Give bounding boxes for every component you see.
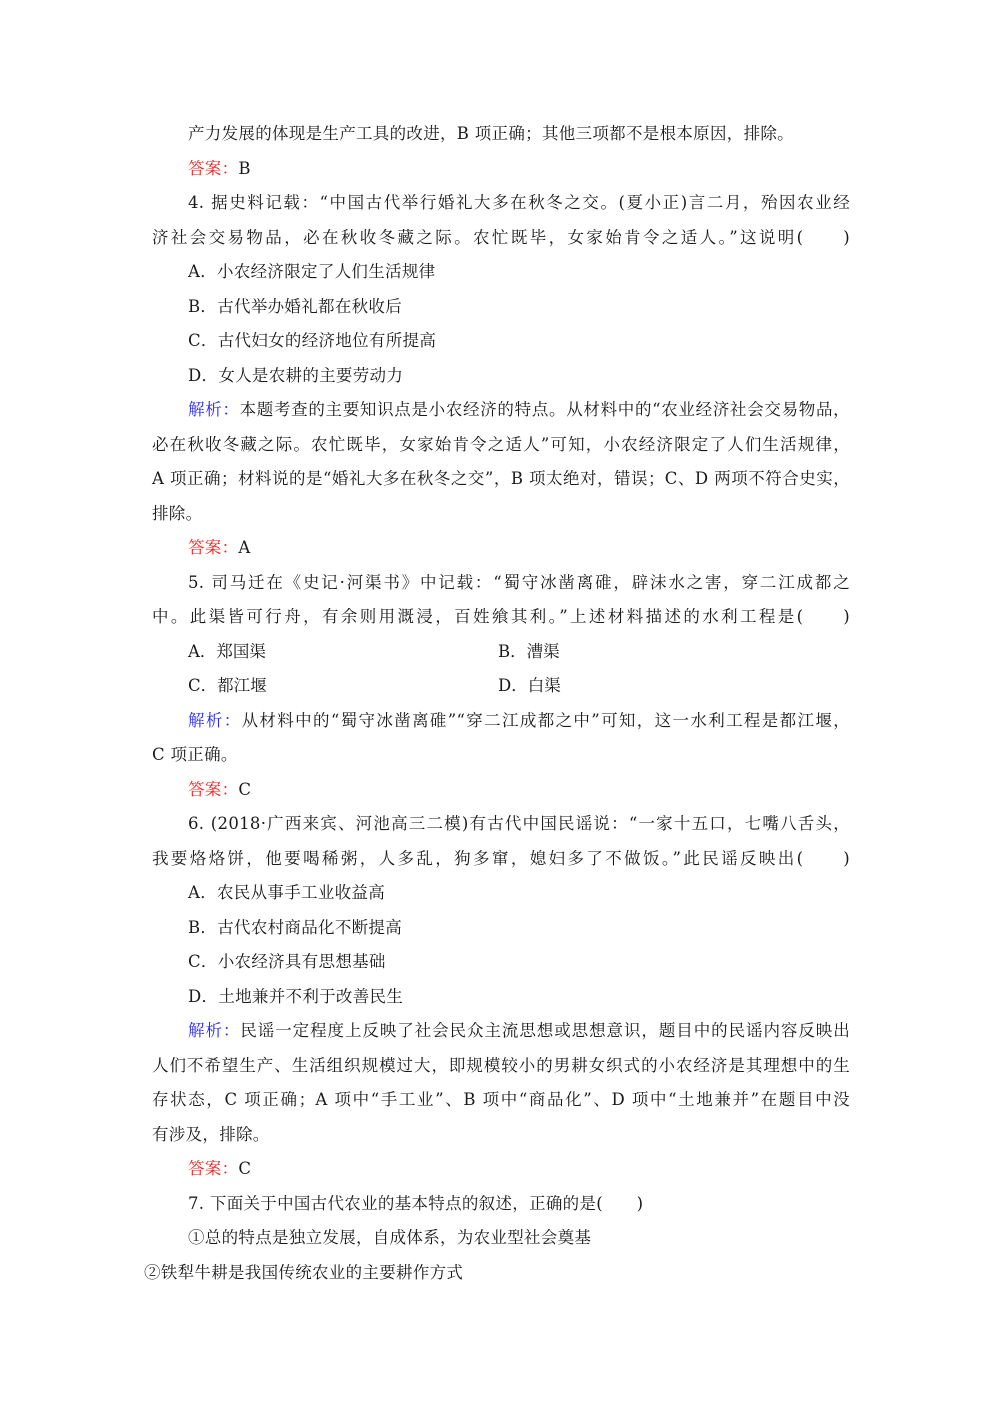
- q7-item-2: ②铁犁牛耕是我国传统农业的主要耕作方式: [144, 1262, 464, 1282]
- q5-options-row-2: [152, 669, 850, 704]
- analysis-label: 解析：: [188, 710, 242, 730]
- q4-stem-line-2: 济社会交易物品，必在秋收冬藏之际。农忙既毕，女家始肯令之适人。”这说明( ): [152, 227, 850, 247]
- q6-option-b: B．古代农村商品化不断提高: [188, 917, 403, 937]
- q5-stem-line-1: 5. 司马迁在《史记·河渠书》中记载：“蜀守冰凿离碓，辟沫水之害，穿二江成都之: [188, 572, 850, 592]
- q4-option-c: C．古代妇女的经济地位有所提高: [188, 331, 437, 350]
- q4-analysis-line-3: A 项正确；材料说的是“婚礼大多在秋冬之交”，B 项太绝对，错误；C、D 两项不符合史实，: [152, 469, 850, 488]
- q6-option-d: D．土地兼并不利于改善民生: [188, 986, 404, 1006]
- analysis-label: 解析：: [188, 400, 240, 419]
- q4-stem-line-1: 4. 据史料记载：“中国古代举行婚礼大多在秋冬之交。(夏小正)言二月，殆因农业经: [188, 193, 850, 212]
- answer-label: 答案：: [188, 779, 239, 799]
- analysis-text: 本题考查的主要知识点是小农经济的特点。从材料中的“农业经济社会交易物品，: [239, 400, 850, 419]
- analysis-text: 从材料中的“蜀守冰凿离碓”“穿二江成都之中”可知，这一水利工程是都江堰，: [241, 710, 850, 730]
- q4-answer: [152, 531, 850, 566]
- answer-value: A: [238, 538, 251, 557]
- q7-item-1: ①总的特点是独立发展，自成体系，为农业型社会奠基: [188, 1228, 592, 1247]
- q5-option-b: B．漕渠: [498, 641, 560, 661]
- answer-value: C: [238, 779, 252, 799]
- q3-answer: [152, 152, 850, 187]
- q6-answer: [152, 1152, 850, 1187]
- q6-analysis-line-1: [152, 1014, 850, 1049]
- q6-stem-line-2: 我要烙烙饼，他要喝稀粥，人多乱，狗多窜，媳妇多了不做饭。”此民谣反映出( ): [152, 848, 850, 868]
- q5-options-row-1: [152, 635, 850, 670]
- q5-analysis-line-2: C 项正确。: [152, 745, 238, 764]
- q6-analysis-line-3: 存状态，C 项正确；A 项中“手工业”、B 项中“商品化”、D 项中“土地兼并”在题目中没: [152, 1090, 850, 1109]
- q6-analysis-line-2: 人们不希望生产、生活组织规模过大，即规模较小的男耕女织式的小农经济是其理想中的生: [152, 1055, 850, 1075]
- q4-analysis-line-4: 排除。: [152, 503, 203, 523]
- q5-option-a: A．郑国渠: [188, 641, 266, 661]
- q4-option-d: D．女人是农耕的主要劳动力: [188, 365, 404, 385]
- q7-stem-line-1: 7. 下面关于中国古代农业的基本特点的叙述，正确的是( ): [188, 1193, 644, 1213]
- answer-value: B: [238, 158, 251, 178]
- q3-analysis-continuation: 产力发展的体现是生产工具的改进，B 项正确；其他三项都不是根本原因，排除。: [188, 124, 794, 143]
- q6-option-c: C．小农经济具有思想基础: [188, 952, 386, 971]
- q6-stem-line-1: 6. (2018·广西来宾、河池高三二模)有古代中国民谣说：“一家十五口，七嘴八舌头，: [188, 814, 850, 833]
- q5-analysis-line-1: [152, 704, 850, 739]
- q5-stem-line-2: 中。此渠皆可行舟，有余则用溉浸，百姓飨其利。”上述材料描述的水利工程是( ): [152, 607, 850, 626]
- analysis-label: 解析：: [188, 1021, 241, 1040]
- analysis-text: 民谣一定程度上反映了社会民众主流思想或思想意识，题目中的民谣内容反映出: [240, 1021, 851, 1040]
- q5-answer: [152, 773, 850, 808]
- q6-option-a: A．农民从事手工业收益高: [188, 883, 386, 902]
- q4-analysis-line-2: 必在秋收冬藏之际。农忙既毕，女家始肯令之适人”可知，小农经济限定了人们生活规律，: [152, 434, 850, 454]
- q5-option-c: C．都江堰: [188, 676, 267, 695]
- document-page: [144, 117, 851, 1290]
- q4-analysis-line-1: [152, 393, 850, 428]
- answer-label: 答案：: [188, 538, 239, 557]
- answer-value: C: [238, 1159, 252, 1178]
- q4-option-b: B．古代举办婚礼都在秋收后: [188, 296, 403, 316]
- q4-option-a: A．小农经济限定了人们生活规律: [188, 262, 436, 281]
- answer-label: 答案：: [188, 158, 239, 178]
- q5-option-d: D．白渠: [498, 676, 561, 695]
- q6-analysis-line-4: 有涉及，排除。: [152, 1124, 270, 1144]
- answer-label: 答案：: [188, 1159, 239, 1178]
